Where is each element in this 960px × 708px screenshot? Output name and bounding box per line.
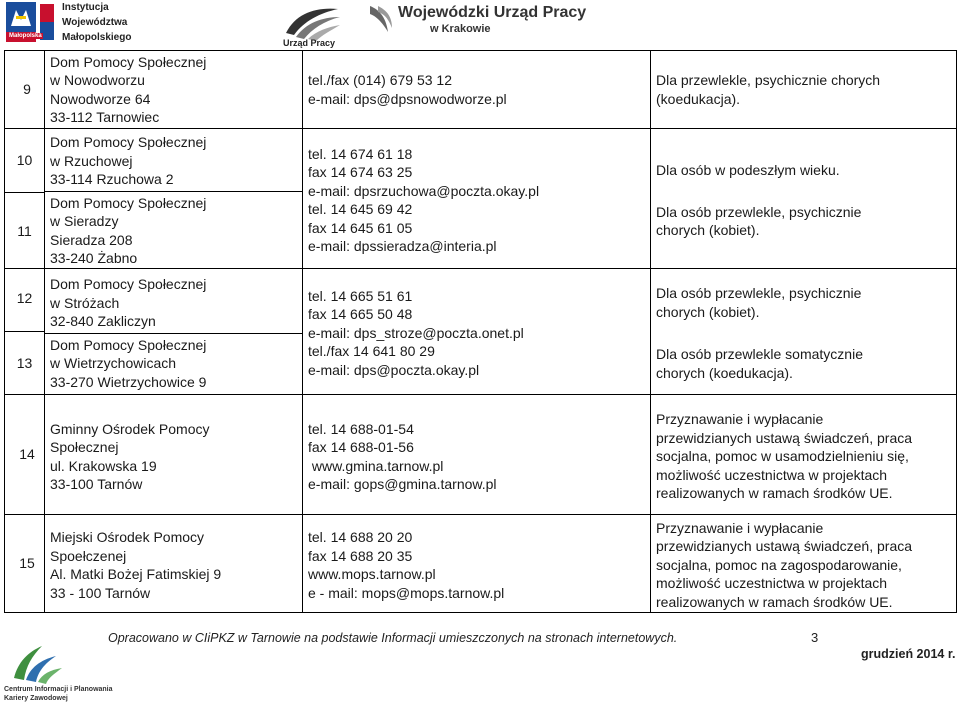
page-header	[0, 0, 960, 50]
page-number: 3	[811, 630, 819, 645]
footer-note: Opracowano w CIiPKZ w Tarnowie na podstawie Informacji umieszczonych na stronach internetowych.	[108, 631, 678, 645]
ciipkz-logo-label: Centrum Informacji i Planowania Kariery Zawodowej	[4, 686, 113, 702]
wup-emblem-icon	[368, 4, 394, 34]
contact-cell: tel./fax (014) 679 53 12 e-mail: dps@dpsnowodworze.pl	[303, 51, 651, 129]
footer-date: grudzień 2014 r.	[861, 647, 956, 661]
page-subtitle: w Krakowie	[430, 23, 491, 35]
institution-name-cell: Gminny Ośrodek Pomocy Społecznej ul. Krakowska 19 33-100 Tarnów	[45, 394, 303, 514]
table-row	[5, 129, 957, 269]
institutions-table	[4, 50, 957, 613]
ciipkz-logo-icon	[8, 640, 64, 688]
row-number-group	[5, 268, 45, 394]
institution-name-cell: Miejski Ośrodek Pomocy Spoełczenej Al. Matki Bożej Fatimskiej 9 33 - 100 Tarnów	[45, 514, 303, 612]
contact-cell: tel. 14 688 20 20 fax 14 688 20 35 www.mops.tarnow.pl e - mail: mops@mops.tarnow.pl	[303, 514, 651, 612]
urzad-pracy-caption: Urząd Pracy	[283, 38, 336, 48]
table-row	[5, 394, 957, 514]
row-number-group	[5, 129, 45, 269]
institution-label: Instytucja Województwa Małopolskiego	[62, 2, 132, 43]
table-row	[5, 268, 957, 394]
row-number: 9	[5, 51, 45, 129]
contact-cell: tel. 14 665 51 61 fax 14 665 50 48 e-mail: dps_stroze@poczta.onet.pl tel./fax 14 641 80 29 e-mail: dps@poczta.okay.pl	[303, 268, 651, 394]
row-number: 11	[17, 222, 32, 239]
description-cell: Dla przewlekle, psychicznie chorych (koedukacja).	[651, 51, 957, 129]
row-number: 13	[16, 355, 33, 372]
contact-cell: tel. 14 674 61 18 fax 14 674 63 25 e-mail: dpsrzuchowa@poczta.okay.pl tel. 14 645 69 42 fax 14 645 61 05 e-mail: dpssieradza@interia.pl	[303, 129, 651, 269]
institution-name-cell: Dom Pomocy Społecznej w Rzuchowej 33-114 Rzuchowa 2 Dom Pomocy Społecznej w Sieradzy Sieradza 208 33-240 Żabno	[45, 129, 303, 269]
institution-name-cell: Dom Pomocy Społecznej w Stróżach 32-840 Zakliczyn Dom Pomocy Społecznej w Wietrzychowicach 33-270 Wietrzychowice 9	[45, 268, 303, 394]
table-row	[5, 514, 957, 612]
contact-cell: tel. 14 688-01-54 fax 14 688-01-56 www.gmina.tarnow.pl e-mail: gops@gmina.tarnow.pl	[303, 394, 651, 514]
description-cell: Przyznawanie i wypłacanie przewidzianych ustawą świadczeń, praca socjalna, pomoc w usamodzielnieniu się, możliwość uczestnictwa w projektach realizowanych w ramach środków UE.	[651, 394, 957, 514]
table-row	[5, 51, 957, 129]
row-number: 14	[5, 394, 45, 514]
description-cell: Przyznawanie i wypłacanie przewidzianych ustawą świadczeń, praca socjalna, pomoc na zagospodarowanie, możliwość uczestnictwa w projektach realizowanych w ramach środków UE.	[651, 514, 957, 612]
row-number: 12	[16, 290, 33, 307]
urzad-pracy-logo-icon	[282, 3, 342, 41]
malopolska-badge: Małopolska	[9, 33, 42, 39]
description-cell: Dla osób w podeszłym wieku. Dla osób przewlekle, psychicznie chorych (kobiet).	[651, 129, 957, 269]
description-cell: Dla osób przewlekle, psychicznie chorych (kobiet). Dla osób przewlekle somatycznie chorych (koedukacja).	[651, 268, 957, 394]
page-title: Wojewódzki Urząd Pracy	[398, 4, 587, 21]
row-number: 10	[16, 151, 33, 168]
row-number: 15	[5, 514, 45, 612]
institution-name-cell: Dom Pomocy Społecznej w Nowodworzu Nowodworze 64 33-112 Tarnowiec	[45, 51, 303, 129]
